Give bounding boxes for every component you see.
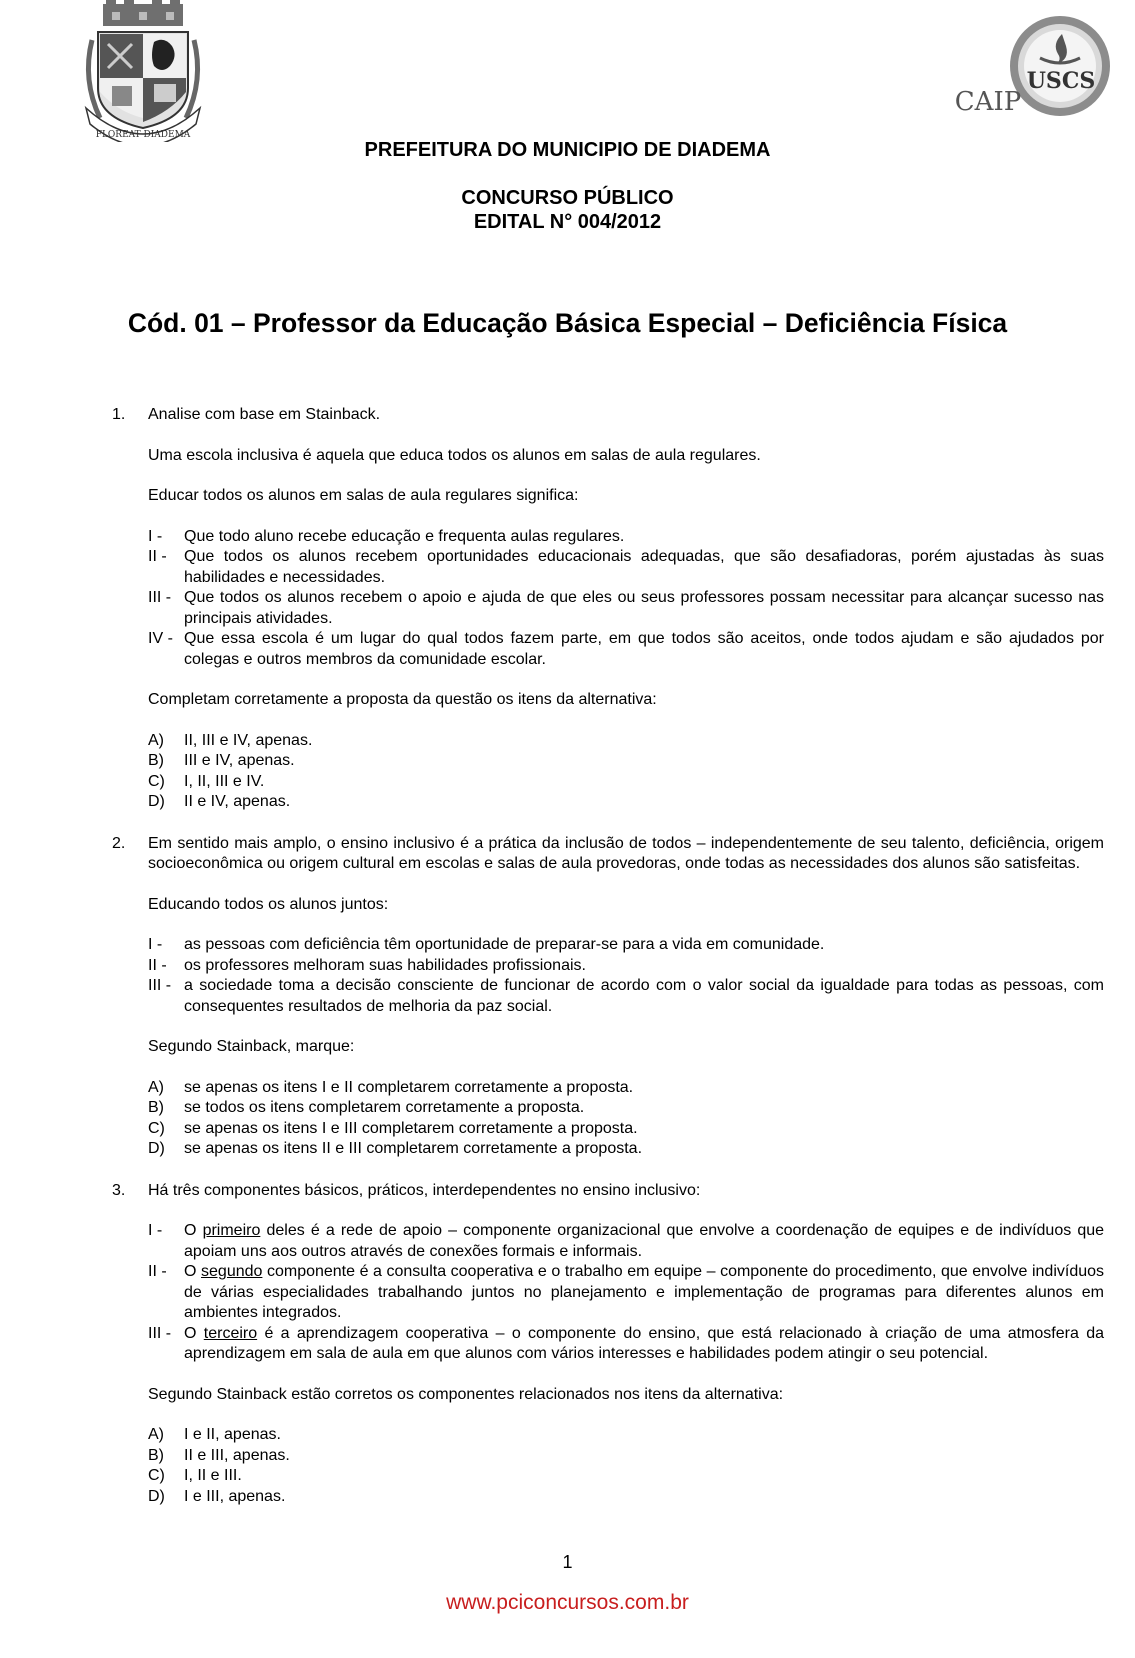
concurso-heading: CONCURSO PÚBLICO xyxy=(461,187,674,209)
question-text: Educando todos os alunos juntos: xyxy=(148,895,389,913)
option-text: se todos os itens completarem corretamente a proposta. xyxy=(184,1099,585,1116)
edital-heading: EDITAL N° 004/2012 xyxy=(473,211,662,233)
option-text: III e IV, apenas. xyxy=(184,752,295,769)
option-text: I, II e III. xyxy=(184,1467,242,1484)
question-number: 2. xyxy=(112,834,126,852)
statement-text: Que todos os alunos recebem oportunidades educacionais adequadas, que são desafiadoras, porém ajustadas às suas habilidades e necessidades. xyxy=(184,548,1104,586)
statement-text xyxy=(184,1324,1104,1365)
statement-item xyxy=(148,547,1104,588)
statement-item xyxy=(148,956,1104,977)
option-item xyxy=(148,772,1104,793)
statement-text: Que essa escola é um lugar do qual todos fazem parte, em que todos são aceitos, onde todos ajudam e são ajudados por colegas e outros membros da comunidade escolar. xyxy=(184,630,1104,668)
statement-item xyxy=(148,1324,1104,1365)
question-prompt: Segundo Stainback estão corretos os componentes relacionados nos itens da alternativa: xyxy=(148,1385,784,1403)
statement-rest: componente é a consulta cooperativa e o trabalho em equipe – componente do procedimento, que envolve indivíduos de várias especialidades trabalhando juntos no planejamento e implementação de programas para diferentes alunos em ambientes integrados. xyxy=(184,1263,1105,1321)
statement-item xyxy=(148,1221,1104,1262)
option-letter: C) xyxy=(148,1467,165,1484)
statement-label: IV - xyxy=(148,630,173,647)
option-letter: C) xyxy=(148,1119,165,1137)
option-item xyxy=(148,1425,1104,1446)
statement-label: III - xyxy=(148,589,172,606)
caip-uscs-logo xyxy=(950,14,1110,126)
question-number: 1. xyxy=(112,406,126,423)
statement-text: Que todos os alunos recebem o apoio e ajuda de que eles ou seus professores possam necessitar para alcançar sucesso nas principais atividades. xyxy=(184,589,1104,627)
option-item xyxy=(148,1078,1104,1099)
question-1 xyxy=(112,405,1104,813)
option-text: I, II, III e IV. xyxy=(184,772,265,790)
statement-text: a sociedade toma a decisão consciente de funcionar de acordo com o valor social da igualdade para todas as pessoas, com consequentes resultados de melhoria da paz social. xyxy=(184,977,1104,1015)
page-number: 1 xyxy=(562,1552,573,1572)
option-item xyxy=(148,731,1104,752)
statement-label: III - xyxy=(148,1324,172,1342)
statement-rest: é a aprendizagem cooperativa – o componente do ensino, que está relacionado à criação de uma atmosfera da aprendizagem em sala de aula em que alunos com vários interesses e habilidades podem atingir o seu potencial. xyxy=(184,1324,1104,1362)
question-text: Educar todos os alunos em salas de aula regulares significa: xyxy=(148,487,579,504)
statement-label: I - xyxy=(148,1222,163,1239)
statement-item xyxy=(148,976,1104,1017)
option-letter: C) xyxy=(148,772,165,790)
statement-text: Que todo aluno recebe educação e frequenta aulas regulares. xyxy=(184,527,625,545)
underlined-word: segundo xyxy=(201,1263,263,1280)
option-item xyxy=(148,792,1104,813)
option-text: se apenas os itens II e III completarem corretamente a proposta. xyxy=(184,1140,643,1157)
question-text: Uma escola inclusiva é aquela que educa todos os alunos em salas de aula regulares. xyxy=(148,446,761,464)
option-text: I e II, apenas. xyxy=(184,1426,281,1443)
statement-label: II - xyxy=(148,1263,167,1280)
statement-label: I - xyxy=(148,527,163,545)
diadema-crest-logo xyxy=(78,0,208,142)
statement-prefix: O xyxy=(184,1222,203,1239)
exam-title: Cód. 01 – Professor da Educação Básica Especial – Deficiência Física xyxy=(127,308,1008,338)
statement-item xyxy=(148,1262,1104,1324)
underlined-word: primeiro xyxy=(202,1222,261,1239)
statement-item xyxy=(148,527,1104,548)
option-text: II e IV, apenas. xyxy=(184,793,291,810)
question-text: Analise com base em Stainback. xyxy=(148,406,381,423)
question-2 xyxy=(112,834,1104,1160)
statement-list xyxy=(148,935,1104,1017)
question-prompt: Completam corretamente a proposta da questão os itens da alternativa: xyxy=(148,691,657,708)
statement-text: as pessoas com deficiência têm oportunidade de preparar-se para a vida em comunidade. xyxy=(184,936,825,953)
question-text: Em sentido mais amplo, o ensino inclusivo é a prática da inclusão de todos – independentemente de seu talento, deficiência, origem socioeconômica ou origem cultural em escolas e salas de aula provedoras, onde todas as necessidades dos alunos são satisfeitas. xyxy=(148,834,1104,872)
option-text: II e III, apenas. xyxy=(184,1446,290,1464)
option-text: I e III, apenas. xyxy=(184,1487,286,1505)
statement-label: III - xyxy=(148,977,172,994)
option-item xyxy=(148,1098,1104,1119)
option-item xyxy=(148,1487,1104,1508)
question-text: Há três componentes básicos, práticos, interdependentes no ensino inclusivo: xyxy=(148,1181,701,1199)
statement-rest: deles é a rede de apoio – componente organizacional que envolve a coordenação de equipes e de indivíduos que apoiam uns aos outros através de conexões formais e informais. xyxy=(184,1222,1105,1260)
option-letter: B) xyxy=(148,1446,164,1464)
statement-text xyxy=(184,1221,1104,1262)
option-item xyxy=(148,1119,1104,1140)
option-letter: D) xyxy=(148,1487,165,1505)
option-list xyxy=(148,1425,1104,1507)
statement-item xyxy=(148,588,1104,629)
statement-prefix: O xyxy=(184,1324,204,1342)
statement-item xyxy=(148,629,1104,670)
option-letter: B) xyxy=(148,752,164,769)
statement-label: II - xyxy=(148,548,167,565)
option-list xyxy=(148,1078,1104,1160)
questions-section xyxy=(112,405,1104,1528)
option-list xyxy=(148,731,1104,813)
option-letter: A) xyxy=(148,1078,164,1096)
statement-list xyxy=(148,1221,1104,1365)
option-item xyxy=(148,1139,1104,1160)
svg-text:FLOREAT DIADEMA: FLOREAT DIADEMA xyxy=(95,130,191,140)
option-letter: D) xyxy=(148,793,165,810)
underlined-word: terceiro xyxy=(203,1324,258,1342)
option-letter: A) xyxy=(148,1426,164,1443)
footer-url: www.pciconcursos.com.br xyxy=(446,1591,689,1614)
svg-text:USCS: USCS xyxy=(1026,68,1096,94)
option-item xyxy=(148,1446,1104,1467)
statement-prefix: O xyxy=(184,1263,202,1280)
option-item xyxy=(148,751,1104,772)
question-prompt: Segundo Stainback, marque: xyxy=(148,1038,355,1055)
statement-text xyxy=(184,1262,1104,1324)
statement-label: II - xyxy=(148,956,167,974)
question-number: 3. xyxy=(112,1181,126,1199)
prefeitura-heading: PREFEITURA DO MUNICIPIO DE DIADEMA xyxy=(364,139,771,161)
option-item xyxy=(148,1466,1104,1487)
option-letter: B) xyxy=(148,1099,164,1116)
statement-text: os professores melhoram suas habilidades profissionais. xyxy=(184,956,586,974)
option-text: se apenas os itens I e III completarem corretamente a proposta. xyxy=(184,1119,638,1137)
svg-text:CAIP: CAIP xyxy=(954,87,1022,117)
question-3 xyxy=(112,1181,1104,1508)
option-text: se apenas os itens I e II completarem corretamente a proposta. xyxy=(184,1078,634,1096)
option-letter: A) xyxy=(148,731,164,749)
statement-item xyxy=(148,935,1104,956)
statement-list xyxy=(148,527,1104,671)
option-text: II, III e IV, apenas. xyxy=(184,731,313,749)
statement-label: I - xyxy=(148,936,163,953)
option-letter: D) xyxy=(148,1140,165,1157)
